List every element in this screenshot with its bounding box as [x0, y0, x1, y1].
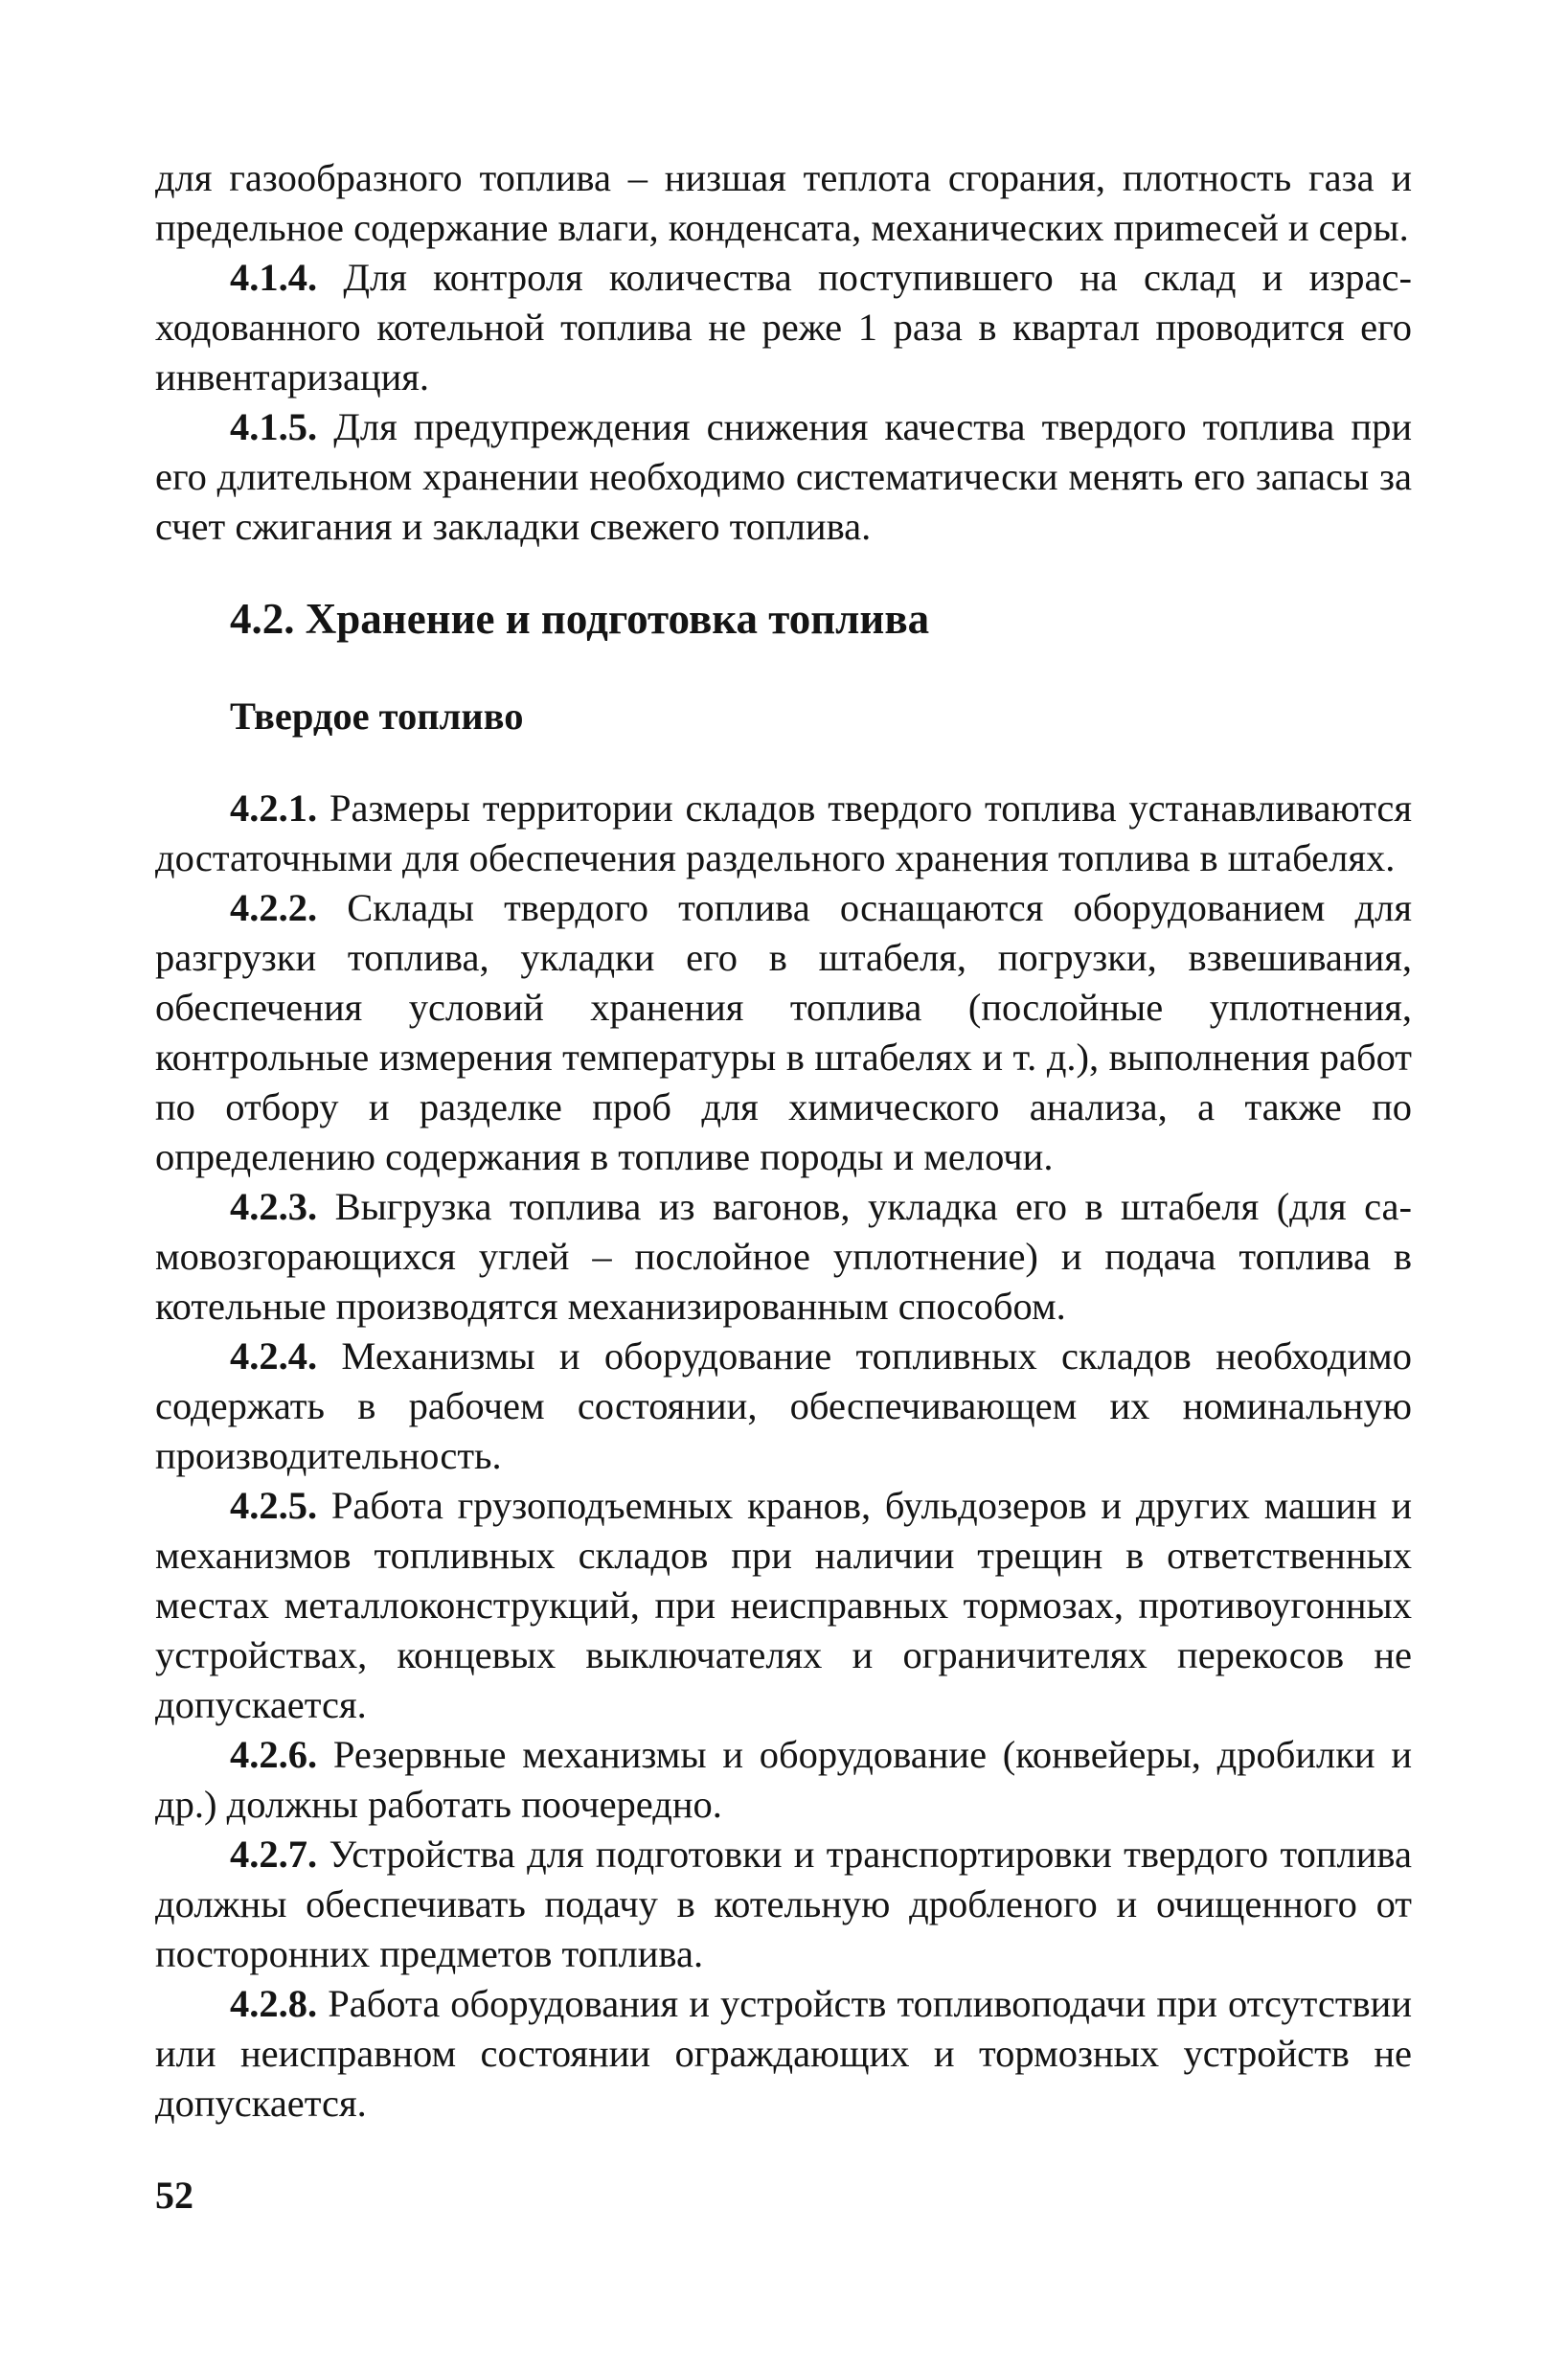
clause-number: 4.2.2. — [230, 886, 318, 929]
paragraph-4-2-1 — [155, 784, 1412, 883]
paragraph-text: Механизмы и оборудование топливных складов необходимо содержать в рабочем состоянии, обеспечивающем их номинальную производительность. — [155, 1334, 1413, 1477]
section-heading: 4.2. Хранение и подготовка топлива — [230, 595, 930, 643]
subsection-heading: Твердое топливо — [230, 695, 524, 738]
paragraph-text: Работа оборудования и устройств топливоподачи при отсутствии или неисправном состоянии ограждающих и тормозных устройств не допускается. — [155, 1982, 1412, 2125]
paragraph-4-2-3 — [155, 1182, 1412, 1332]
clause-number: 4.2.1. — [230, 786, 318, 830]
paragraph-text: Для контроля количества поступившего на склад и израсходованного котельной топлива не реже 1 раза в квартал проводится его инвентаризация. — [155, 256, 1412, 399]
clause-number: 4.2.7. — [230, 1833, 318, 1876]
clause-number: 4.2.3. — [230, 1185, 318, 1228]
spacer — [155, 741, 1412, 784]
paragraph-4-1-4 — [155, 253, 1412, 402]
clause-number: 4.1.4. — [230, 256, 318, 299]
paragraph-text: Склады твердого топлива оснащаются оборудованием для разгрузки топлива, укладки его в штабеля, погрузки, взвешивания, обеспечения условий хранения топлива (послойные уплотнения, контрольные измерения температуры в штабелях и т. д.), выполнения работ по отбору и разделке проб для химического анализа, а также по определению содержания в топливе породы и мелочи. — [155, 886, 1412, 1178]
paragraph-4-2-7 — [155, 1830, 1412, 1979]
clause-number: 4.2.6. — [230, 1733, 318, 1776]
paragraph-text: Для предупреждения снижения качества твердого топлива при его длительном хранении необходимо систематически менять его запасы за счет сжигания и закладки свежего топлива. — [155, 405, 1413, 548]
paragraph-text: Устройства для подготовки и транспортировки твердого топлива должны обеспечивать подачу в котельную дробленого и очищенного от посторонних предметов топлива. — [155, 1833, 1412, 1975]
clause-number: 4.2.5. — [230, 1484, 318, 1527]
paragraph-text: Выгрузка топлива из вагонов, укладка его в штабеля (для самовозгорающихся углей – послойное уплотнение) и подача топлива в котельные производятся механизированным способом. — [155, 1185, 1413, 1328]
paragraph-4-2-8 — [155, 1979, 1412, 2129]
paragraph-4-2-2 — [155, 883, 1412, 1182]
paragraph-gas-fuel — [155, 153, 1412, 253]
clause-number: 4.2.4. — [230, 1334, 318, 1378]
clause-number: 4.1.5. — [230, 405, 318, 448]
page-body — [155, 153, 1412, 2129]
paragraph-4-2-6 — [155, 1730, 1412, 1830]
paragraph-text: Работа грузоподъемных кранов, бульдозеров и других машин и механизмов топливных складов при наличии трещин в ответственных местах металлоконструкций, при неисправных тормозах, противоугонных устройствах, концевых выключателях и ограничителях перекосов не допускается. — [155, 1484, 1413, 1726]
clause-number: 4.2.8. — [230, 1982, 318, 2025]
paragraph-4-2-5 — [155, 1481, 1412, 1730]
paragraph-text: для газообразного топлива – низшая теплота сгорания, плотность газа и предельное содержание влаги, конденсата, механических приmесей и серы. — [155, 156, 1412, 249]
page-number: 52 — [155, 2174, 193, 2217]
paragraph-4-2-4 — [155, 1332, 1412, 1481]
paragraph-text: Размеры территории складов твердого топлива устанавливаются достаточными для обеспечения раздельного хранения топлива в штабелях. — [155, 786, 1413, 879]
paragraph-4-1-5 — [155, 402, 1412, 552]
paragraph-text: Резервные механизмы и оборудование (конвейеры, дробилки и др.) должны работать поочередно. — [155, 1733, 1412, 1826]
